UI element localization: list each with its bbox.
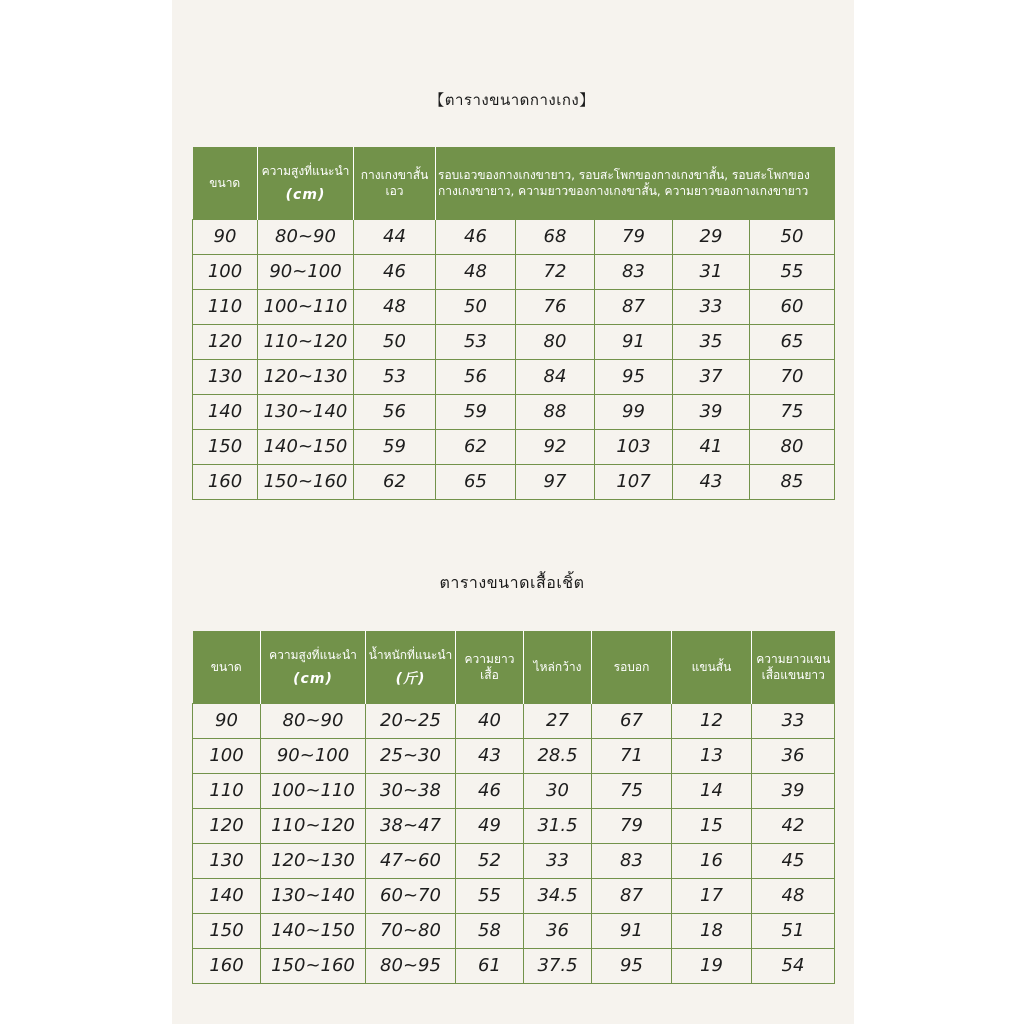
table-cell: 91 — [595, 324, 673, 359]
table-cell: 46 — [354, 254, 436, 289]
table-cell: 48 — [354, 289, 436, 324]
table-cell: 59 — [436, 394, 516, 429]
table-cell: 130 — [193, 359, 258, 394]
table-row — [193, 808, 835, 843]
table-cell: 37 — [673, 359, 750, 394]
table-cell: 103 — [595, 429, 673, 464]
table-cell: 71 — [592, 738, 672, 773]
table-cell: 48 — [752, 878, 835, 913]
header-long-sleeve: ความยาวแขนเสื้อแขนยาว — [752, 631, 835, 703]
table-cell: 13 — [672, 738, 752, 773]
table-cell: 68 — [516, 219, 595, 254]
header-height-unit: (cm) — [293, 670, 333, 687]
table-cell: 140 — [193, 394, 258, 429]
table-cell: 50 — [436, 289, 516, 324]
table-cell: 90~100 — [258, 254, 354, 289]
table-cell: 29 — [673, 219, 750, 254]
table-cell: 41 — [673, 429, 750, 464]
table-cell: 56 — [436, 359, 516, 394]
table-cell: 75 — [592, 773, 672, 808]
table-cell: 110 — [193, 289, 258, 324]
table-cell: 130~140 — [261, 878, 366, 913]
table-cell: 44 — [354, 219, 436, 254]
table-row — [193, 254, 835, 289]
table-cell: 99 — [595, 394, 673, 429]
table-cell: 62 — [354, 464, 436, 499]
pants-header-row — [193, 147, 835, 219]
table-cell: 90 — [193, 703, 261, 738]
table-cell: 19 — [672, 948, 752, 983]
table-cell: 49 — [456, 808, 524, 843]
table-cell: 90 — [193, 219, 258, 254]
shirt-table-title: ตารางขนาดเสื้อเชิ้ต — [439, 573, 585, 592]
table-cell: 120~130 — [258, 359, 354, 394]
header-size: ขนาด — [193, 147, 258, 219]
table-row — [193, 289, 835, 324]
table-cell: 90~100 — [261, 738, 366, 773]
table-cell: 140~150 — [258, 429, 354, 464]
table-cell: 150 — [193, 913, 261, 948]
table-row — [193, 948, 835, 983]
table-cell: 46 — [456, 773, 524, 808]
table-row — [193, 843, 835, 878]
header-height: ความสูงที่แนะนำ (cm) — [261, 631, 366, 703]
table-cell: 100~110 — [261, 773, 366, 808]
table-row — [193, 429, 835, 464]
table-cell: 20~25 — [366, 703, 456, 738]
table-cell: 40 — [456, 703, 524, 738]
table-cell: 18 — [672, 913, 752, 948]
table-cell: 80 — [516, 324, 595, 359]
table-cell: 79 — [595, 219, 673, 254]
table-cell: 25~30 — [366, 738, 456, 773]
header-shoulder: ไหล่กว้าง — [524, 631, 592, 703]
table-cell: 54 — [752, 948, 835, 983]
table-cell: 95 — [595, 359, 673, 394]
table-row — [193, 738, 835, 773]
table-cell: 27 — [524, 703, 592, 738]
table-cell: 110~120 — [258, 324, 354, 359]
table-cell: 56 — [354, 394, 436, 429]
table-cell: 70~80 — [366, 913, 456, 948]
table-cell: 14 — [672, 773, 752, 808]
table-cell: 140~150 — [261, 913, 366, 948]
table-cell: 33 — [524, 843, 592, 878]
table-row — [193, 703, 835, 738]
table-cell: 87 — [595, 289, 673, 324]
table-cell: 79 — [592, 808, 672, 843]
table-cell: 150~160 — [258, 464, 354, 499]
table-cell: 46 — [436, 219, 516, 254]
table-cell: 107 — [595, 464, 673, 499]
table-row — [193, 773, 835, 808]
table-cell: 80~95 — [366, 948, 456, 983]
header-weight: น้ำหนักที่แนะนำ (斤) — [366, 631, 456, 703]
table-cell: 33 — [752, 703, 835, 738]
table-cell: 65 — [436, 464, 516, 499]
table-cell: 65 — [750, 324, 835, 359]
table-cell: 95 — [592, 948, 672, 983]
table-cell: 53 — [354, 359, 436, 394]
table-cell: 100~110 — [258, 289, 354, 324]
table-cell: 120~130 — [261, 843, 366, 878]
table-row — [193, 878, 835, 913]
table-cell: 12 — [672, 703, 752, 738]
table-cell: 43 — [673, 464, 750, 499]
table-cell: 31 — [673, 254, 750, 289]
table-cell: 92 — [516, 429, 595, 464]
table-cell: 38~47 — [366, 808, 456, 843]
shirt-header-row — [193, 631, 835, 703]
table-cell: 75 — [750, 394, 835, 429]
table-cell: 83 — [595, 254, 673, 289]
table-cell: 85 — [750, 464, 835, 499]
table-cell: 55 — [750, 254, 835, 289]
table-cell: 53 — [436, 324, 516, 359]
table-cell: 28.5 — [524, 738, 592, 773]
table-cell: 61 — [456, 948, 524, 983]
table-cell: 34.5 — [524, 878, 592, 913]
table-cell: 76 — [516, 289, 595, 324]
table-cell: 39 — [673, 394, 750, 429]
table-cell: 91 — [592, 913, 672, 948]
header-height-unit: (cm) — [285, 186, 326, 203]
table-cell: 140 — [193, 878, 261, 913]
table-cell: 59 — [354, 429, 436, 464]
table-cell: 120 — [193, 324, 258, 359]
shirt-size-table — [192, 631, 835, 984]
table-cell: 160 — [193, 464, 258, 499]
table-cell: 42 — [752, 808, 835, 843]
table-cell: 52 — [456, 843, 524, 878]
table-cell: 45 — [752, 843, 835, 878]
table-cell: 15 — [672, 808, 752, 843]
table-cell: 30~38 — [366, 773, 456, 808]
header-short-sleeve: แขนสั้น — [672, 631, 752, 703]
table-cell: 87 — [592, 878, 672, 913]
table-cell: 120 — [193, 808, 261, 843]
table-cell: 35 — [673, 324, 750, 359]
header-size: ขนาด — [193, 631, 261, 703]
table-cell: 36 — [752, 738, 835, 773]
table-cell: 130~140 — [258, 394, 354, 429]
table-cell: 100 — [193, 738, 261, 773]
table-cell: 48 — [436, 254, 516, 289]
table-cell: 110~120 — [261, 808, 366, 843]
table-cell: 51 — [752, 913, 835, 948]
table-cell: 43 — [456, 738, 524, 773]
table-cell: 110 — [193, 773, 261, 808]
pants-size-table — [192, 147, 835, 500]
table-cell: 150 — [193, 429, 258, 464]
table-cell: 88 — [516, 394, 595, 429]
table-cell: 84 — [516, 359, 595, 394]
header-combined: รอบเอวของกางเกงขายาว, รอบสะโพกของกางเกงขาสั้น, รอบสะโพกของกางเกงขายาว, ความยาวของกางเกงขาสั้น, ความยาวของกางเกงขายาว — [436, 147, 835, 219]
header-shorts-waist: กางเกงขาสั้นเอว — [354, 147, 436, 219]
table-cell: 60 — [750, 289, 835, 324]
table-cell: 47~60 — [366, 843, 456, 878]
table-row — [193, 324, 835, 359]
table-row — [193, 219, 835, 254]
table-cell: 80~90 — [261, 703, 366, 738]
table-cell: 62 — [436, 429, 516, 464]
table-cell: 80 — [750, 429, 835, 464]
table-cell: 70 — [750, 359, 835, 394]
table-cell: 67 — [592, 703, 672, 738]
table-cell: 50 — [354, 324, 436, 359]
table-cell: 30 — [524, 773, 592, 808]
pants-table-title: 【ตารางขนาดกางเกง】 — [429, 91, 595, 109]
table-cell: 33 — [673, 289, 750, 324]
table-cell: 80~90 — [258, 219, 354, 254]
table-cell: 17 — [672, 878, 752, 913]
table-cell: 60~70 — [366, 878, 456, 913]
table-cell: 50 — [750, 219, 835, 254]
header-length: ความยาวเสื้อ — [456, 631, 524, 703]
table-cell: 160 — [193, 948, 261, 983]
table-cell: 31.5 — [524, 808, 592, 843]
header-weight-unit: (斤) — [395, 670, 426, 687]
table-cell: 97 — [516, 464, 595, 499]
table-cell: 83 — [592, 843, 672, 878]
header-height: ความสูงที่แนะนำ (cm) — [258, 147, 354, 219]
table-cell: 150~160 — [261, 948, 366, 983]
table-cell: 55 — [456, 878, 524, 913]
table-cell: 130 — [193, 843, 261, 878]
table-cell: 16 — [672, 843, 752, 878]
table-cell: 72 — [516, 254, 595, 289]
table-cell: 39 — [752, 773, 835, 808]
table-cell: 58 — [456, 913, 524, 948]
header-chest: รอบอก — [592, 631, 672, 703]
table-row — [193, 464, 835, 499]
table-cell: 100 — [193, 254, 258, 289]
table-row — [193, 359, 835, 394]
table-cell: 37.5 — [524, 948, 592, 983]
table-row — [193, 913, 835, 948]
table-cell: 36 — [524, 913, 592, 948]
table-row — [193, 394, 835, 429]
